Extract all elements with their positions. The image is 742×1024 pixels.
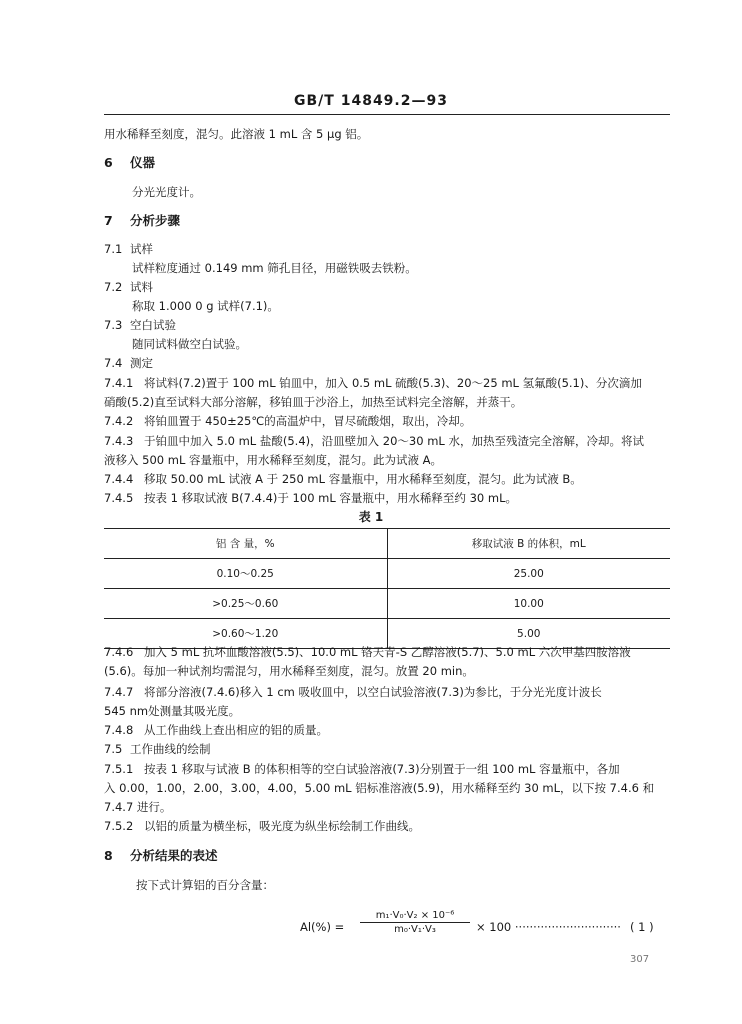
step-7-4-2 xyxy=(104,413,676,429)
section-number: 7 xyxy=(104,213,113,228)
step-7-5-2 xyxy=(104,818,676,834)
table-header-cell: 移取试液 B 的体积，mL xyxy=(471,538,586,550)
clause-title: 试样 xyxy=(130,242,153,256)
table-cell: >0.25～0.60 xyxy=(104,589,387,619)
table-cell: 10.00 xyxy=(513,597,544,610)
step-7-5-1-cont: 7.4.7 进行。 xyxy=(104,800,172,814)
clause-7-1-heading xyxy=(104,241,676,257)
step-7-5-1-cont: 入 0.00，1.00，2.00，3.00，4.00，5.00 mL 铝标准溶液(5.9)，用水稀释至约 30 mL，以下按 7.4.6 和 xyxy=(104,781,655,795)
clause-7-1-body: 试样粒度通过 0.149 mm 筛孔目径，用磁铁吸去铁粉。 xyxy=(132,261,417,275)
step-number: 7.4.7 xyxy=(104,685,134,699)
equation-number: ( 1 ) xyxy=(630,920,654,934)
step-text: 加入 5 mL 抗坏血酸溶液(5.5)、10.0 mL 铬天青-S 乙醇溶液(5.7)、5.0 mL 六次甲基四胺溶液 xyxy=(144,645,631,659)
clause-7-3-heading xyxy=(104,317,676,333)
section-8-body: 按下式计算铝的百分含量： xyxy=(136,878,274,892)
formula-numerator: m₁·V₀·V₂ × 10⁻⁶ xyxy=(360,910,470,923)
step-text: 将部分溶液(7.4.6)移入 1 cm 吸收皿中，以空白试验溶液(7.3)为参比，于分光光度计波长 xyxy=(144,685,602,699)
clause-7-2-heading xyxy=(104,279,676,295)
step-7-4-4 xyxy=(104,471,676,487)
table-cell: 25.00 xyxy=(513,567,544,580)
standard-header: GB/T 14849.2—93 xyxy=(294,93,448,109)
clause-title: 测定 xyxy=(130,356,153,370)
step-text: 按表 1 移取与试液 B 的体积相等的空白试验溶液(7.3)分别置于一组 100 mL 容量瓶中，各加 xyxy=(144,762,620,776)
step-text: 于铂皿中加入 5.0 mL 盐酸(5.4)，沿皿壁加入 20～30 mL 水，加热至残渣完全溶解，冷却。将试 xyxy=(144,434,644,448)
clause-7-4-heading xyxy=(104,355,676,371)
step-text: 从工作曲线上查出相应的铝的质量。 xyxy=(144,723,328,737)
step-7-4-7 xyxy=(104,684,676,700)
section-title: 分析步骤 xyxy=(130,213,181,228)
step-number: 7.4.6 xyxy=(104,645,134,659)
clause-title: 试料 xyxy=(130,280,153,294)
section-6-heading xyxy=(104,155,676,171)
step-7-4-3 xyxy=(104,433,676,449)
section-title: 分析结果的表述 xyxy=(130,848,218,863)
step-number: 7.4.8 xyxy=(104,723,134,737)
table-caption: 表 1 xyxy=(358,510,384,524)
clause-number: 7.4 xyxy=(104,356,123,370)
clause-7-3-body: 随同试料做空白试验。 xyxy=(132,337,247,351)
clause-number: 7.2 xyxy=(104,280,123,294)
clause-number: 7.1 xyxy=(104,242,123,256)
section-number: 8 xyxy=(104,848,113,863)
step-7-4-5 xyxy=(104,490,676,506)
clause-7-2-body: 称取 1.000 0 g 试样(7.1)。 xyxy=(132,299,279,313)
step-7-4-1 xyxy=(104,375,676,391)
formula-denominator: m₀·V₁·V₃ xyxy=(394,924,436,935)
section-number: 6 xyxy=(104,155,113,170)
clause-number: 7.5 xyxy=(104,742,123,756)
formula-fraction xyxy=(360,910,470,935)
step-7-5-1 xyxy=(104,761,676,777)
table-cell: >0.60～1.20 xyxy=(104,619,387,649)
table-header-cell: 铝 含 量，% xyxy=(104,529,387,559)
page-number: 307 xyxy=(630,954,650,965)
step-7-4-6-cont: (5.6)。每加一种试剂均需混匀，用水稀释至刻度，混匀。放置 20 min。 xyxy=(104,664,474,678)
step-7-4-7-cont: 545 nm处测量其吸光度。 xyxy=(104,704,241,718)
step-number: 7.4.3 xyxy=(104,434,134,448)
step-text: 移取 50.00 mL 试液 A 于 250 mL 容量瓶中，用水稀释至刻度，混匀。此为试液 B。 xyxy=(144,472,582,486)
table-1 xyxy=(104,528,670,649)
step-text: 按表 1 移取试液 B(7.4.4)于 100 mL 容量瓶中，用水稀释至约 30 mL。 xyxy=(144,491,517,505)
section-6-body: 分光光度计。 xyxy=(132,185,201,199)
table-row xyxy=(104,589,670,619)
step-7-4-8 xyxy=(104,722,676,738)
step-text: 以铝的质量为横坐标，吸光度为纵坐标绘制工作曲线。 xyxy=(144,819,420,833)
step-number: 7.5.2 xyxy=(104,819,134,833)
table-cell: 0.10～0.25 xyxy=(104,559,387,589)
step-number: 7.4.2 xyxy=(104,414,134,428)
step-text: 将铂皿置于 450±25℃的高温炉中，冒尽硫酸烟，取出，冷却。 xyxy=(144,414,472,428)
step-number: 7.4.4 xyxy=(104,472,134,486)
formula-tail: × 100 ····························· xyxy=(476,920,621,934)
step-number: 7.4.1 xyxy=(104,376,134,390)
header-rule xyxy=(104,114,670,115)
section-8-heading xyxy=(104,848,676,864)
clause-title: 空白试验 xyxy=(130,318,176,332)
step-7-4-6 xyxy=(104,644,676,660)
table-header-row xyxy=(104,529,670,559)
step-number: 7.4.5 xyxy=(104,491,134,505)
clause-7-5-heading xyxy=(104,741,676,757)
formula-lhs: Al(%) = xyxy=(300,920,345,934)
clause-number: 7.3 xyxy=(104,318,123,332)
continuation-line: 用水稀释至刻度，混匀。此溶液 1 mL 含 5 μg 铝。 xyxy=(104,127,369,141)
step-7-4-1-cont: 硝酸(5.2)直至试料大部分溶解，移铂皿于沙浴上，加热至试料完全溶解，并蒸干。 xyxy=(104,395,523,409)
clause-title: 工作曲线的绘制 xyxy=(130,742,211,756)
section-title: 仪器 xyxy=(130,155,156,170)
table-cell: 5.00 xyxy=(517,627,541,640)
step-number: 7.5.1 xyxy=(104,762,134,776)
table-row xyxy=(104,559,670,589)
step-text: 将试料(7.2)置于 100 mL 铂皿中，加入 0.5 mL 硫酸(5.3)、20～25 mL 氢氟酸(5.1)、分次滴加 xyxy=(144,376,642,390)
step-7-4-3-cont: 液移入 500 mL 容量瓶中，用水稀释至刻度，混匀。此为试液 A。 xyxy=(104,453,443,467)
formula-1 xyxy=(300,910,672,946)
section-7-heading xyxy=(104,213,676,229)
